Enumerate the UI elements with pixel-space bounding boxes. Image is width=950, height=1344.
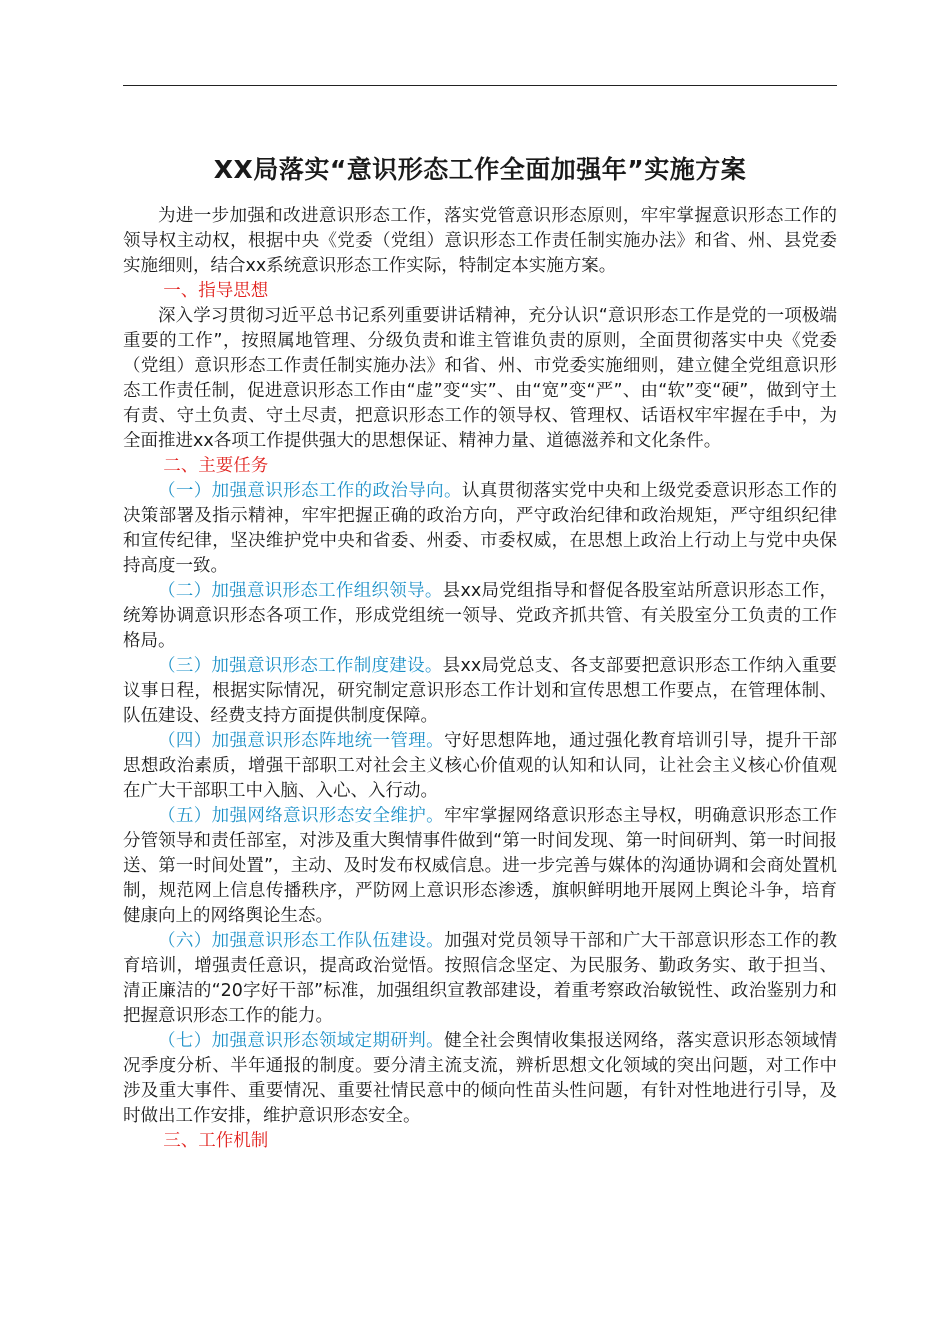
task-item-body: 守好思想阵地，通过强化教育培训引导，提升干部思想政治素质，增强干部职工对社会主义核心价值观的认知和认同，让社会主义核心价值观在广大干部职工中入脑、入心、入行动。 bbox=[123, 731, 838, 801]
section-heading-work-mechanism: 三、工作机制 bbox=[163, 1131, 269, 1151]
task-item-lead: （六）加强意识形态工作队伍建设。 bbox=[158, 931, 445, 951]
task-item bbox=[123, 654, 837, 729]
task-item-lead: （四）加强意识形态阵地统一管理。 bbox=[158, 731, 445, 751]
section-heading-guiding-ideology: 一、指导思想 bbox=[163, 281, 269, 301]
document-body bbox=[123, 150, 837, 1154]
task-item-body: 县xx局党总支、各支部要把意识形态工作纳入重要议事日程，根据实际情况，研究制定意识形态工作计划和宣传思想工作要点，在管理体制、队伍建设、经费支持方面提供制度保障。 bbox=[123, 656, 838, 726]
section-heading-main-tasks: 二、主要任务 bbox=[163, 456, 269, 476]
task-item bbox=[123, 729, 837, 804]
task-item bbox=[123, 579, 837, 654]
guiding-ideology-paragraph: 深入学习贯彻习近平总书记系列重要讲话精神，充分认识“意识形态工作是党的一项极端重要的工作”，按照属地管理、分级负责和谁主管谁负责的原则，全面贯彻落实中央《党委（党组）意识形态工作责任制实施办法》和省、州、市党委实施细则，建立健全党组意识形态工作责任制，促进意识形态工作由“虚”变“实”、由“宽”变“严”、由“软”变“硬”，做到守土有责、守土负责、守土尽责，把意识形态工作的领导权、管理权、话语权牢牢握在手中，为全面推进xx各项工作提供强大的思想保证、精神力量、道德滋养和文化条件。 bbox=[123, 306, 837, 451]
task-item bbox=[123, 804, 837, 929]
task-item-body: 县xx局党组指导和督促各股室站所意识形态工作，统筹协调意识形态各项工作，形成党组统一领导、党政齐抓共管、有关股室分工负责的工作格局。 bbox=[123, 581, 838, 651]
task-item-body: 健全社会舆情收集报送网络，落实意识形态领域情况季度分析、半年通报的制度。要分清主流支流，辨析思想文化领域的突出问题，对工作中涉及重大事件、重要情况、重要社情民意中的倾向性苗头性问题，有针对性地进行引导，及时做出工作安排，维护意识形态安全。 bbox=[123, 1031, 838, 1126]
task-item-lead: （七）加强意识形态领域定期研判。 bbox=[158, 1031, 445, 1051]
task-item-body: 认真贯彻落实党中央和上级党委意识形态工作的决策部署及指示精神，牢牢把握正确的政治方向，严守政治纪律和政治规矩，严守组织纪律和宣传纪律，坚决维护党中央和省委、州委、市委权威，在思想上政治上行动上与党中央保持高度一致。 bbox=[123, 481, 838, 576]
task-item-lead: （一）加强意识形态工作的政治导向。 bbox=[158, 481, 462, 501]
header-rule bbox=[123, 85, 837, 86]
intro-paragraph: 为进一步加强和改进意识形态工作，落实党管意识形态原则，牢牢掌握意识形态工作的领导权主动权，根据中央《党委（党组）意识形态工作责任制实施办法》和省、州、县党委实施细则，结合xx系统意识形态工作实际，特制定本实施方案。 bbox=[123, 206, 837, 276]
task-item-lead: （三）加强意识形态工作制度建设。 bbox=[158, 656, 443, 676]
task-item-body: 加强对党员领导干部和广大干部意识形态工作的教育培训，增强责任意识，提高政治觉悟。按照信念坚定、为民服务、勤政务实、敢于担当、清正廉洁的“20字好干部”标准，加强组织宣教部建设，着重考察政治敏锐性、政治鉴别力和把握意识形态工作的能力。 bbox=[123, 931, 838, 1026]
task-item bbox=[123, 1029, 837, 1129]
task-item-lead: （二）加强意识形态工作组织领导。 bbox=[158, 581, 443, 601]
task-item-body: 牢牢掌握网络意识形态主导权，明确意识形态工作分管领导和责任部室，对涉及重大舆情事件做到“第一时间发现、第一时间研判、第一时间报送、第一时间处置”，主动、及时发布权威信息。进一步完善与媒体的沟通协调和会商处置机制，规范网上信息传播秩序，严防网上意识形态渗透，旗帜鲜明地开展网上舆论斗争，培育健康向上的网络舆论生态。 bbox=[123, 806, 838, 926]
document-title: XX局落实“意识形态工作全面加强年”实施方案 bbox=[213, 155, 747, 184]
task-item bbox=[123, 479, 837, 579]
task-item bbox=[123, 929, 837, 1029]
task-item-lead: （五）加强网络意识形态安全维护。 bbox=[158, 806, 445, 826]
